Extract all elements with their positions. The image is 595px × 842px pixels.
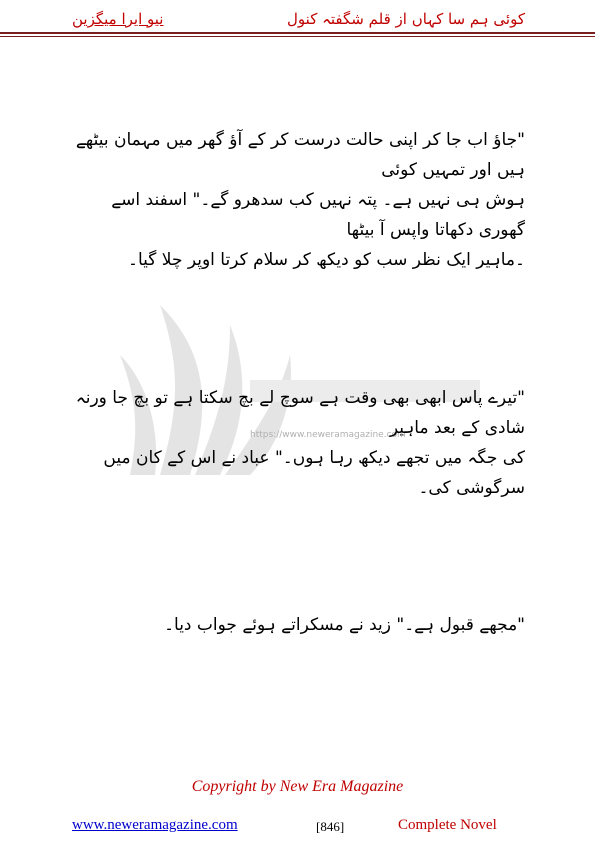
- paragraph-line: "تیرے پاس ابھی بھی وقت ہے سوچ لے بچ سکتا ہے تو بچ جا ورنہ شادی کے بعد ماہیر: [75, 388, 525, 438]
- paragraph-2: [70, 383, 525, 503]
- paragraph-line: ہوش ہی نہیں ہے۔ پتہ نہیں کب سدھرو گے۔" اسفند اسے گھوری دکھاتا واپس آ بیٹھا: [111, 190, 525, 240]
- copyright-notice: Copyright by New Era Magazine: [191, 778, 404, 795]
- paragraph-line: کی جگہ میں تجھے دیکھ رہا ہوں۔" عباد نے اس کے کان میں سرگوشی کی۔: [103, 448, 525, 498]
- magazine-name-header: [72, 10, 164, 28]
- watermark-url: https://www.neweramagazine.com: [250, 430, 406, 440]
- novel-title-header: کوئی ہم سا کہاں از قلم شگفتہ کنول: [287, 10, 525, 28]
- paragraph-line: "مجھے قبول ہے۔" زید نے مسکراتے ہوئے جواب دیا۔: [164, 615, 525, 635]
- header-rule-thin: [0, 36, 595, 37]
- paragraph-line: "جاؤ اب جا کر اپنی حالت درست کر کے آؤ گھر میں مہمان بیٹھے ہیں اور تمہیں کوئی: [75, 130, 525, 180]
- paragraph-line: ۔ماہیر ایک نظر سب کو دیکھ کر سلام کرتا اوپر چلا گیا۔: [128, 250, 525, 270]
- website-link[interactable]: www.neweramagazine.com: [72, 817, 238, 833]
- header-rule-thick: [0, 32, 595, 34]
- paragraph-1: [70, 125, 525, 275]
- novel-status-label: Complete Novel: [398, 817, 497, 833]
- magazine-name-text: نیو ایرا میگزین: [72, 10, 164, 28]
- page-number: [846]: [316, 819, 345, 834]
- paragraph-3: [70, 610, 525, 640]
